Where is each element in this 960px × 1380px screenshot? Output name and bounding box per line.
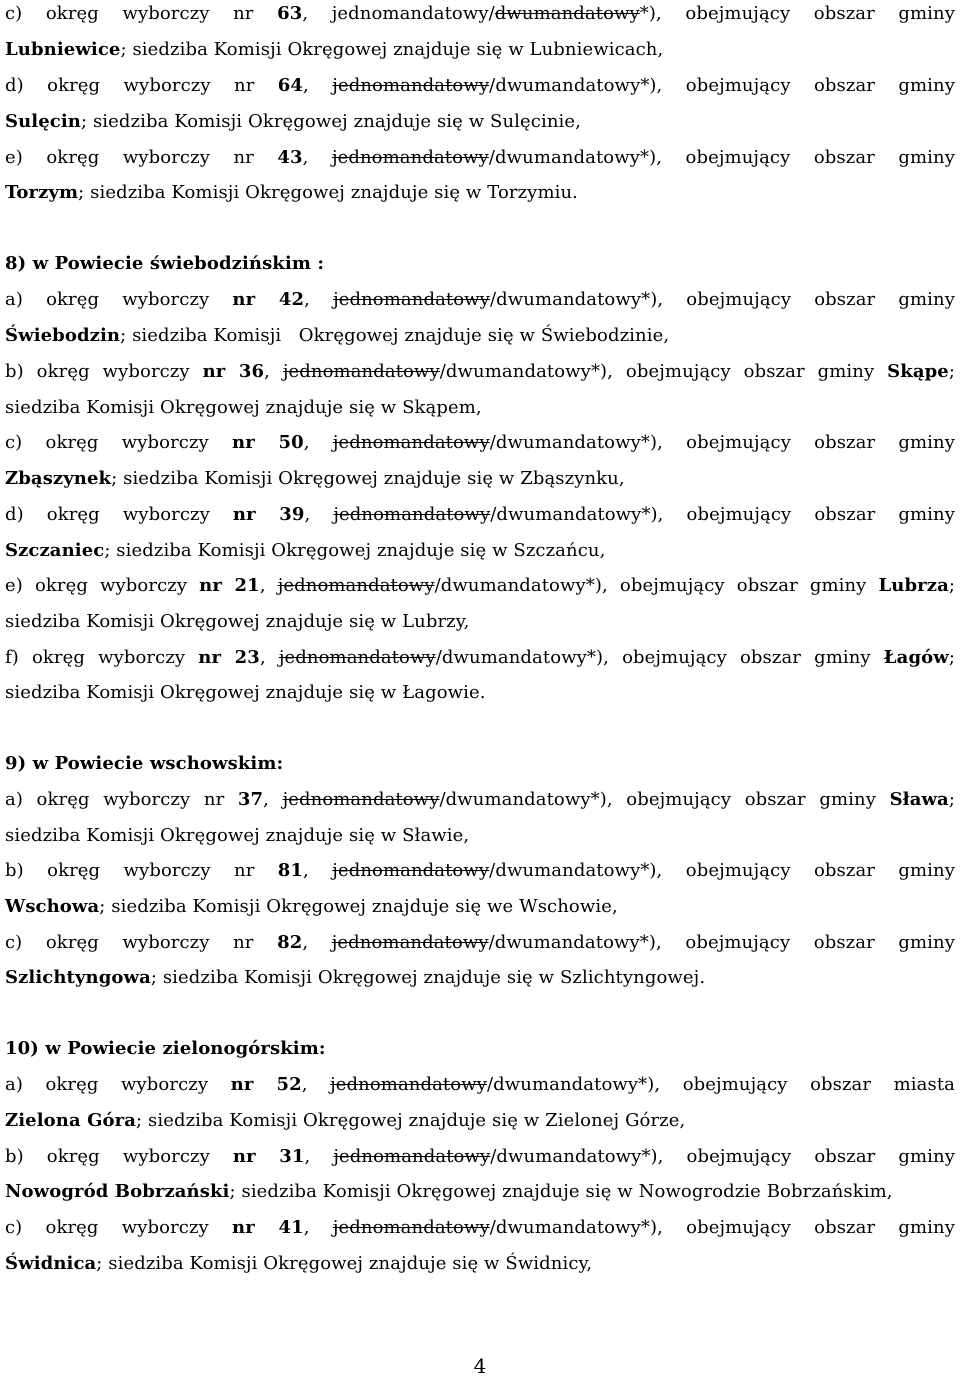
text-line: [5, 503, 955, 527]
text-segment: e) okręg wyborczy nr: [5, 147, 278, 168]
text-segment: ; siedziba Komisji Okręgowej znajduje się w Szlichtyngowej.: [150, 967, 706, 988]
text-segment: /dwumandatowy*), obejmujący obszar gminy: [489, 75, 955, 96]
text-segment: ; siedziba Komisji Okręgowej znajduje się w Torzymiu.: [78, 182, 578, 203]
text-segment: ; siedziba Komisji Okręgowej znajduje się we Wschowie,: [99, 896, 618, 917]
text-line: [5, 1073, 955, 1097]
text-line: [5, 895, 955, 919]
text-segment: c) okręg wyborczy nr: [5, 3, 278, 24]
text-segment: ,: [301, 1074, 331, 1095]
bold-text: Nowogród Bobrzański: [5, 1181, 230, 1202]
bold-text: Skąpe: [887, 361, 949, 382]
bold-text: nr 21: [199, 575, 260, 596]
text-segment: d) okręg wyborczy: [5, 504, 233, 525]
text-segment: ,: [303, 432, 333, 453]
text-line: [5, 324, 955, 348]
text-line: [5, 431, 955, 455]
text-segment: ;: [948, 361, 955, 382]
text-segment: ,: [259, 647, 279, 668]
text-segment: /dwumandatowy*), obejmujący obszar gminy: [489, 1217, 955, 1238]
text-segment: /dwumandatowy*), obejmujący obszar gminy: [490, 504, 955, 525]
bold-text: Wschowa: [5, 896, 100, 917]
text-segment: ,: [304, 1146, 334, 1167]
text-line: [5, 931, 955, 955]
text-segment: b) okręg wyborczy nr: [5, 860, 278, 881]
text-line: [5, 859, 955, 883]
struck-text: jednomandatowy: [282, 789, 440, 810]
bold-text: nr 41: [232, 1217, 304, 1238]
struck-text: jednomandatowy: [333, 504, 491, 525]
struck-text: jednomandatowy: [277, 575, 435, 596]
text-line: [5, 38, 955, 62]
page-number: 4: [473, 1354, 487, 1378]
text-segment: ,: [303, 1217, 333, 1238]
text-line: [5, 1180, 955, 1204]
text-line: [5, 360, 955, 384]
text-segment: siedziba Komisji Okręgowej znajduje się w Łagowie.: [5, 682, 486, 703]
text-segment: c) okręg wyborczy: [5, 1217, 233, 1238]
bold-text: Zielona Góra: [5, 1110, 137, 1131]
text-line: [5, 610, 955, 634]
text-line: [5, 288, 955, 312]
text-segment: a) okręg wyborczy: [5, 289, 233, 310]
text-line: [5, 74, 955, 98]
struck-text: jednomandatowy: [332, 1217, 490, 1238]
text-segment: c) okręg wyborczy nr: [5, 932, 278, 953]
text-segment: /dwumandatowy*), obejmujący obszar gminy: [489, 860, 955, 881]
bold-text: 82: [277, 932, 303, 953]
text-line: [5, 1037, 955, 1061]
text-segment: c) okręg wyborczy: [5, 432, 233, 453]
text-segment: ,: [302, 147, 332, 168]
text-segment: /dwumandatowy*), obejmujący obszar gminy: [439, 361, 888, 382]
text-segment: ; siedziba Komisji Okręgowej znajduje się w Sulęcinie,: [80, 111, 581, 132]
text-segment: siedziba Komisji Okręgowej znajduje się w Skąpem,: [5, 397, 482, 418]
text-segment: ; siedziba Komisji Okręgowej znajduje się w Zbąszynku,: [111, 468, 625, 489]
text-line: [5, 539, 955, 563]
text-segment: ;: [948, 789, 955, 810]
struck-text: jednomandatowy: [330, 1074, 487, 1095]
text-segment: siedziba Komisji Okręgowej znajduje się w Lubrzy,: [5, 611, 470, 632]
text-line: [5, 681, 955, 705]
struck-text: jednomandatowy: [332, 75, 490, 96]
bold-text: Szlichtyngowa: [5, 967, 151, 988]
text-line: [5, 2, 955, 26]
text-segment: /dwumandatowy*), obejmujący obszar gminy: [488, 932, 955, 953]
text-line: [5, 396, 955, 420]
text-segment: ,: [304, 504, 334, 525]
bold-text: Zbąszynek: [5, 468, 112, 489]
text-segment: ,: [302, 932, 332, 953]
bold-text: Sulęcin: [5, 111, 81, 132]
text-segment: a) okręg wyborczy: [5, 1074, 231, 1095]
bold-text: nr 23: [198, 647, 260, 668]
text-line: [5, 1216, 955, 1240]
text-line: [5, 181, 955, 205]
text-segment: ; siedziba Komisji Okręgowej znajduje się w Lubniewicach,: [120, 39, 664, 60]
text-segment: ;: [948, 575, 956, 596]
text-segment: ; siedziba Komisji Okręgowej znajduje się w Zielonej Górze,: [136, 1110, 686, 1131]
bold-text: 10) w Powiecie zielonogórskim:: [5, 1038, 326, 1059]
text-segment: /dwumandatowy*), obejmujący obszar gminy: [488, 147, 955, 168]
struck-text: jednomandatowy: [282, 361, 440, 382]
struck-text: jednomandatowy: [333, 289, 490, 310]
text-line: [5, 574, 955, 598]
text-line: [5, 110, 955, 134]
text-segment: /dwumandatowy*), obejmujący obszar gminy: [489, 432, 955, 453]
text-segment: e) okręg wyborczy: [5, 575, 200, 596]
text-line: [5, 788, 955, 812]
text-segment: ; siedziba Komisji Okręgowej znajduje się w Świebodzinie,: [120, 325, 670, 346]
struck-text: jednomandatowy: [331, 147, 489, 168]
bold-text: Lubrza: [878, 575, 949, 596]
text-segment: b) okręg wyborczy: [5, 361, 203, 382]
text-segment: a) okręg wyborczy nr: [5, 789, 238, 810]
text-segment: /dwumandatowy*), obejmujący obszar gminy: [434, 575, 879, 596]
bold-text: Lubniewice: [5, 39, 121, 60]
struck-text: dwumandatowy: [494, 3, 640, 24]
text-line: [5, 467, 955, 491]
text-segment: ; siedziba Komisji Okręgowej znajduje się w Świdnicy,: [96, 1253, 593, 1274]
bold-text: nr 36: [202, 361, 265, 382]
bold-text: 64: [277, 75, 304, 96]
text-line: [5, 146, 955, 170]
bold-text: Łagów: [883, 647, 949, 668]
text-segment: b) okręg wyborczy: [5, 1146, 233, 1167]
bold-text: nr 42: [232, 289, 305, 310]
text-segment: d) okręg wyborczy nr: [5, 75, 278, 96]
text-segment: ,: [303, 75, 333, 96]
text-segment: siedziba Komisji Okręgowej znajduje się w Sławie,: [5, 825, 470, 846]
text-line: [5, 824, 955, 848]
text-segment: /dwumandatowy*), obejmujący obszar gminy: [489, 289, 955, 310]
bold-text: nr 39: [232, 504, 305, 525]
text-segment: ,: [259, 575, 278, 596]
text-segment: ;: [948, 647, 955, 668]
text-segment: , jednomandatowy/: [302, 3, 495, 24]
text-line: [5, 1252, 955, 1276]
text-line: [5, 1145, 955, 1169]
text-line: [5, 752, 955, 776]
bold-text: 81: [277, 860, 304, 881]
struck-text: jednomandatowy: [331, 932, 489, 953]
text-line: [5, 966, 955, 990]
text-segment: /dwumandatowy*), obejmujący obszar gminy: [490, 1146, 955, 1167]
text-segment: ; siedziba Komisji Okręgowej znajduje się w Szczańcu,: [104, 540, 606, 561]
bold-text: 43: [277, 147, 303, 168]
bold-text: 63: [277, 3, 303, 24]
struck-text: jednomandatowy: [333, 1146, 491, 1167]
struck-text: jednomandatowy: [278, 647, 436, 668]
text-line: [5, 646, 955, 670]
bold-text: 9) w Powiecie wschowskim:: [5, 753, 284, 774]
bold-text: nr 52: [230, 1074, 302, 1095]
text-segment: ,: [304, 289, 334, 310]
text-segment: /dwumandatowy*), obejmujący obszar gminy: [435, 647, 884, 668]
text-segment: ; siedziba Komisji Okręgowej znajduje się w Nowogrodzie Bobrzańskim,: [229, 1181, 893, 1202]
bold-text: nr 31: [232, 1146, 305, 1167]
struck-text: jednomandatowy: [332, 432, 490, 453]
bold-text: Sława: [889, 789, 949, 810]
bold-text: Świebodzin: [5, 325, 121, 346]
bold-text: 8) w Powiecie świebodzińskim :: [5, 253, 325, 274]
text-segment: ,: [263, 789, 283, 810]
struck-text: jednomandatowy: [332, 860, 490, 881]
text-line: [5, 252, 955, 276]
text-segment: /dwumandatowy*), obejmujący obszar miasta: [486, 1074, 955, 1095]
text-segment: f) okręg wyborczy: [5, 647, 199, 668]
text-line: [5, 1109, 955, 1133]
bold-text: Torzym: [5, 182, 79, 203]
text-segment: /dwumandatowy*), obejmujący obszar gminy: [439, 789, 890, 810]
bold-text: Świdnica: [5, 1253, 97, 1274]
text-segment: ,: [303, 860, 333, 881]
bold-text: 37: [237, 789, 264, 810]
bold-text: nr 50: [232, 432, 304, 453]
text-segment: *), obejmujący obszar gminy: [639, 3, 955, 24]
bold-text: Szczaniec: [5, 540, 105, 561]
text-segment: ,: [264, 361, 283, 382]
